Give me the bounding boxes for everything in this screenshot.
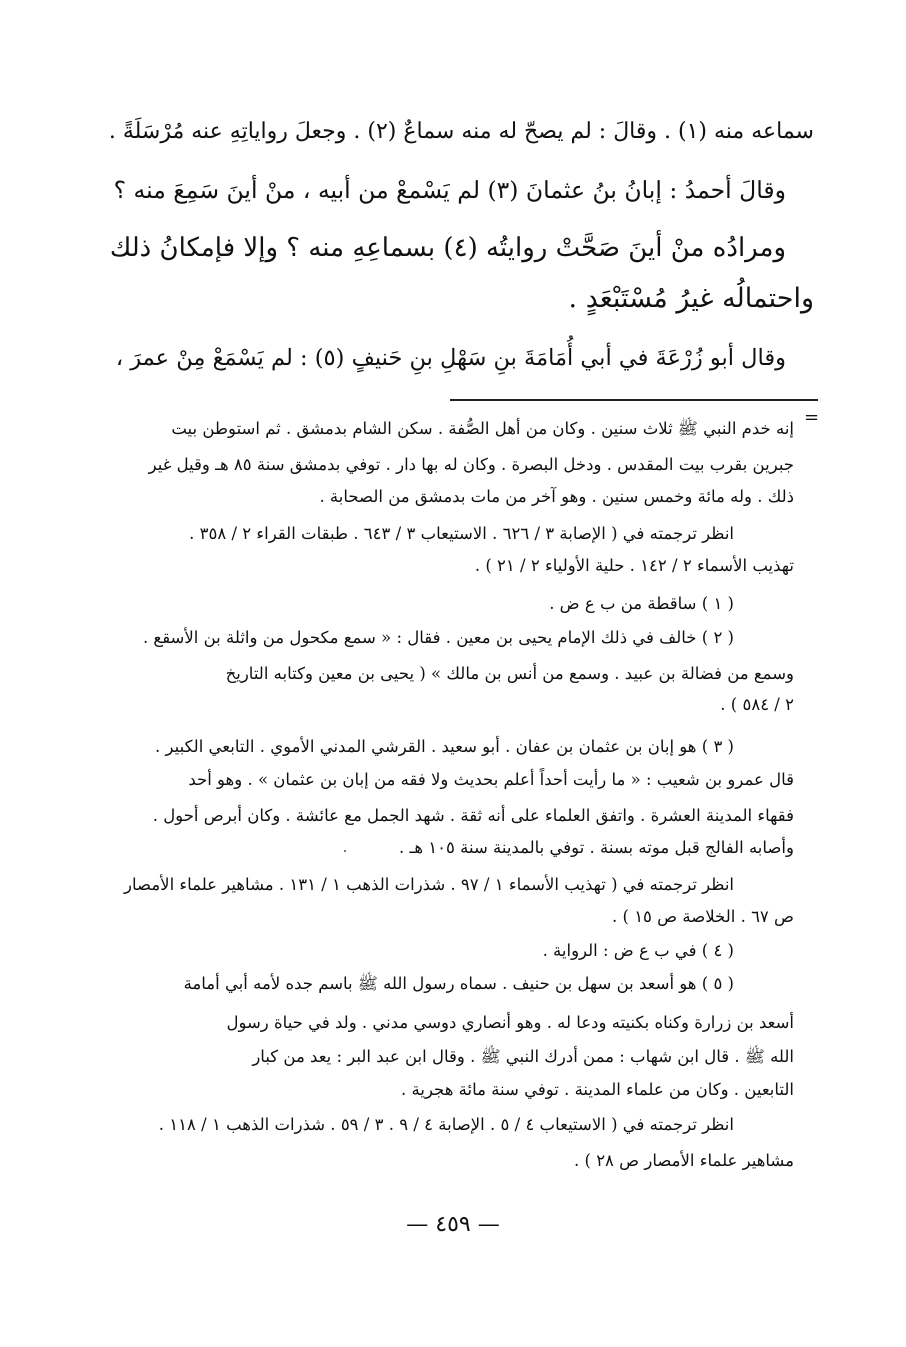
footnote-line: وأصابه الفالج قبل موته بسنة . توفي بالمدينة سنة ١٠٥ هـ .	[399, 838, 794, 857]
footnote-line: قال عمرو بن شعيب : « ما رأيت أحداً أعلم بحديث ولا فقه من إبان بن عثمان » . وهو أحد	[188, 770, 794, 789]
footnote-line: ٢ / ٥٨٤ ) .	[720, 695, 794, 714]
footnote-3: ( ٣ ) هو إبان بن عثمان بن عفان . أبو سعيد . القرشي المدني الأموي . التابعي الكبير .	[155, 737, 734, 756]
page-number: — ٤٥٩ —	[406, 1212, 500, 1237]
footnote-line: ص ٦٧ . الخلاصة ص ١٥ ) .	[612, 907, 794, 926]
main-text-line-4: واحتمالُه غيرُ مُسْتَبْعَدٍ .	[568, 283, 814, 314]
footnote-4: ( ٤ ) في ب ع ض : الرواية .	[542, 941, 734, 960]
main-text-line-1: سماعه منه (١) . وقالَ : لم يصحّ له منه سماعٌ (٢) . وجعلَ رواياتِهِ عنه مُرْسَلَةً .	[108, 119, 814, 144]
footnote-1: ( ١ ) ساقطة من ب ع ض .	[549, 594, 734, 613]
footnote-continuation-marker: =	[804, 407, 820, 428]
footnote-line: جبرين بقرب بيت المقدس . ودخل البصرة . وكان له بها دار . توفي بدمشق سنة ٨٥ هـ وقيل غير	[148, 455, 794, 474]
footnote-line: انظر ترجمته في ( تهذيب الأسماء ١ / ٩٧ . شذرات الذهب ١ / ١٣١ . مشاهير علماء الأمصار	[124, 875, 734, 894]
footnote-5: ( ٥ ) هو أسعد بن سهل بن حنيف . سماه رسول الله ﷺ باسم جده لأمه أبي أمامة	[183, 974, 734, 993]
footnote-line: تهذيب الأسماء ٢ / ١٤٢ . حلية الأولياء ٢ / ٢١ ) .	[474, 556, 794, 575]
main-text-line-5: وقال أبو زُرْعَةَ في أبي أُمَامَةَ بنِ سَهْلِ بنِ حَنيفٍ (٥) : لم يَسْمَعْ مِنْ عمرَ ،	[115, 345, 786, 371]
scan-speck	[344, 850, 346, 852]
footnote-line: إنه خدم النبي ﷺ ثلاث سنين . وكان من أهل الصُّفة . سكن الشام بدمشق . ثم استوطن بيت	[171, 419, 794, 438]
footnote-separator	[450, 399, 818, 401]
footnote-line: انظر ترجمته في ( الاستيعاب ٤ / ٥ . الإصابة ٤ / ٩ . ٣ / ٥٩ . شذرات الذهب ١ / ١١٨ .	[158, 1115, 734, 1134]
main-text-line-3: ومرادُه منْ أينَ صَحَّتْ روايتُه (٤) بسماعِهِ منه ؟ وإلا فإمكانُ ذلك	[109, 233, 786, 263]
footnote-line: مشاهير علماء الأمصار ص ٢٨ ) .	[574, 1151, 794, 1170]
footnote-line: ذلك . وله مائة وخمس سنين . وهو آخر من مات بدمشق من الصحابة .	[319, 487, 794, 506]
footnote-line: وسمع من فضالة بن عبيد . وسمع من أنس بن مالك » ( يحيى بن معين وكتابه التاريخ	[225, 664, 794, 683]
main-text-line-2: وقالَ أحمدُ : إبانُ بنُ عثمانَ (٣) لم يَسْمعْ من أبيه ، منْ أينَ سَمِعَ منه ؟	[113, 176, 786, 204]
footnote-line: أسعد بن زرارة وكناه بكنيته ودعا له . وهو أنصاري دوسي مدني . ولد في حياة رسول	[226, 1013, 794, 1032]
footnote-2: ( ٢ ) خالف في ذلك الإمام يحيى بن معين . فقال : « سمع مكحول من واثلة بن الأسقع .	[142, 628, 734, 647]
footnote-line: التابعين . وكان من علماء المدينة . توفي سنة مائة هجرية .	[401, 1080, 794, 1099]
footnote-line: الله ﷺ . قال ابن شهاب : ممن أدرك النبي ﷺ . وقال ابن عبد البر : يعد من كبار	[252, 1047, 794, 1066]
footnote-line: انظر ترجمته في ( الإصابة ٣ / ٦٢٦ . الاستيعاب ٣ / ٦٤٣ . طبقات القراء ٢ / ٣٥٨ .	[189, 524, 734, 543]
footnote-line: فقهاء المدينة العشرة . واتفق العلماء على أنه ثقة . شهد الجمل مع عائشة . وكان أبرص أحول .	[152, 806, 794, 825]
